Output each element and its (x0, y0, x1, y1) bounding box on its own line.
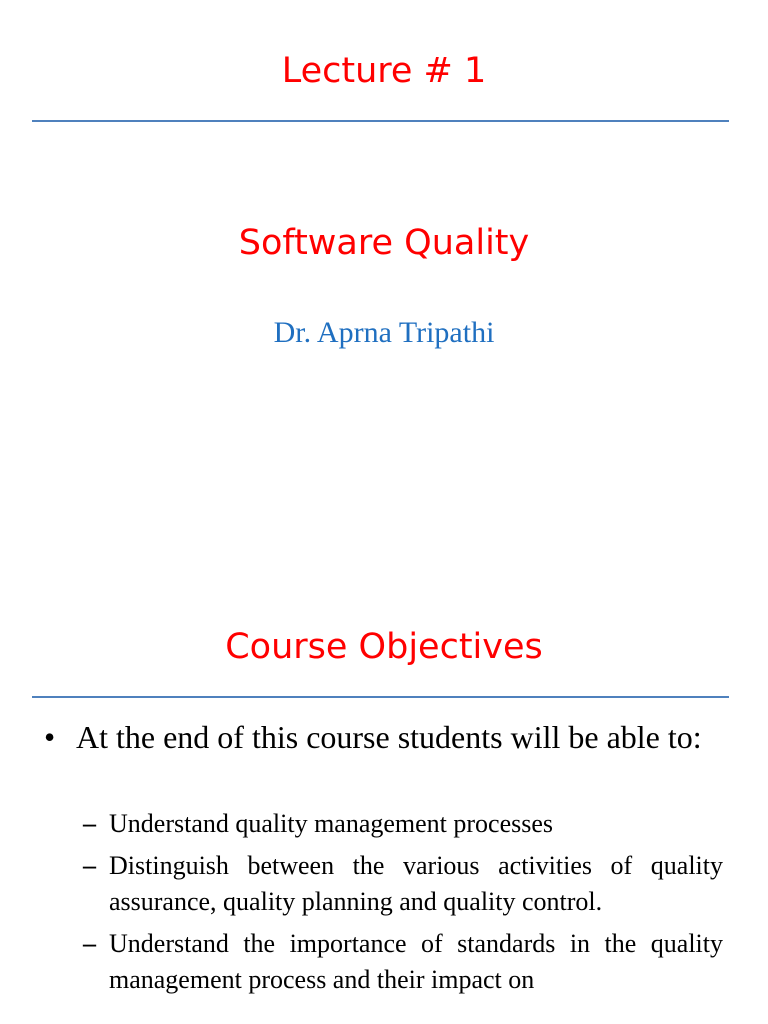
list-item (83, 848, 723, 920)
dash-icon: – (83, 809, 96, 838)
slide-course-objectives (0, 600, 768, 1024)
title-divider (32, 696, 729, 698)
slide-title: Lecture # 1 (281, 51, 487, 91)
dash-icon: – (83, 929, 96, 958)
list-item-text: Understand the importance of standards in the quality management process and their impact on (109, 929, 723, 994)
list-item-text: Distinguish between the various activities of quality assurance, quality planning and quality control. (109, 851, 723, 916)
course-name: Software Quality (238, 223, 530, 263)
list-item (83, 926, 723, 998)
objective-intro-text: At the end of this course students will be able to: (76, 719, 702, 755)
bullet-icon: • (44, 719, 56, 755)
list-item (83, 806, 723, 842)
title-divider (32, 120, 729, 122)
slide-title: Course Objectives (225, 627, 543, 667)
list-item-text: Understand quality management processes (109, 809, 554, 838)
objective-list (83, 806, 723, 1004)
dash-icon: – (83, 851, 96, 880)
objective-intro (44, 718, 724, 756)
author-name: Dr. Aprna Tripathi (273, 316, 495, 349)
